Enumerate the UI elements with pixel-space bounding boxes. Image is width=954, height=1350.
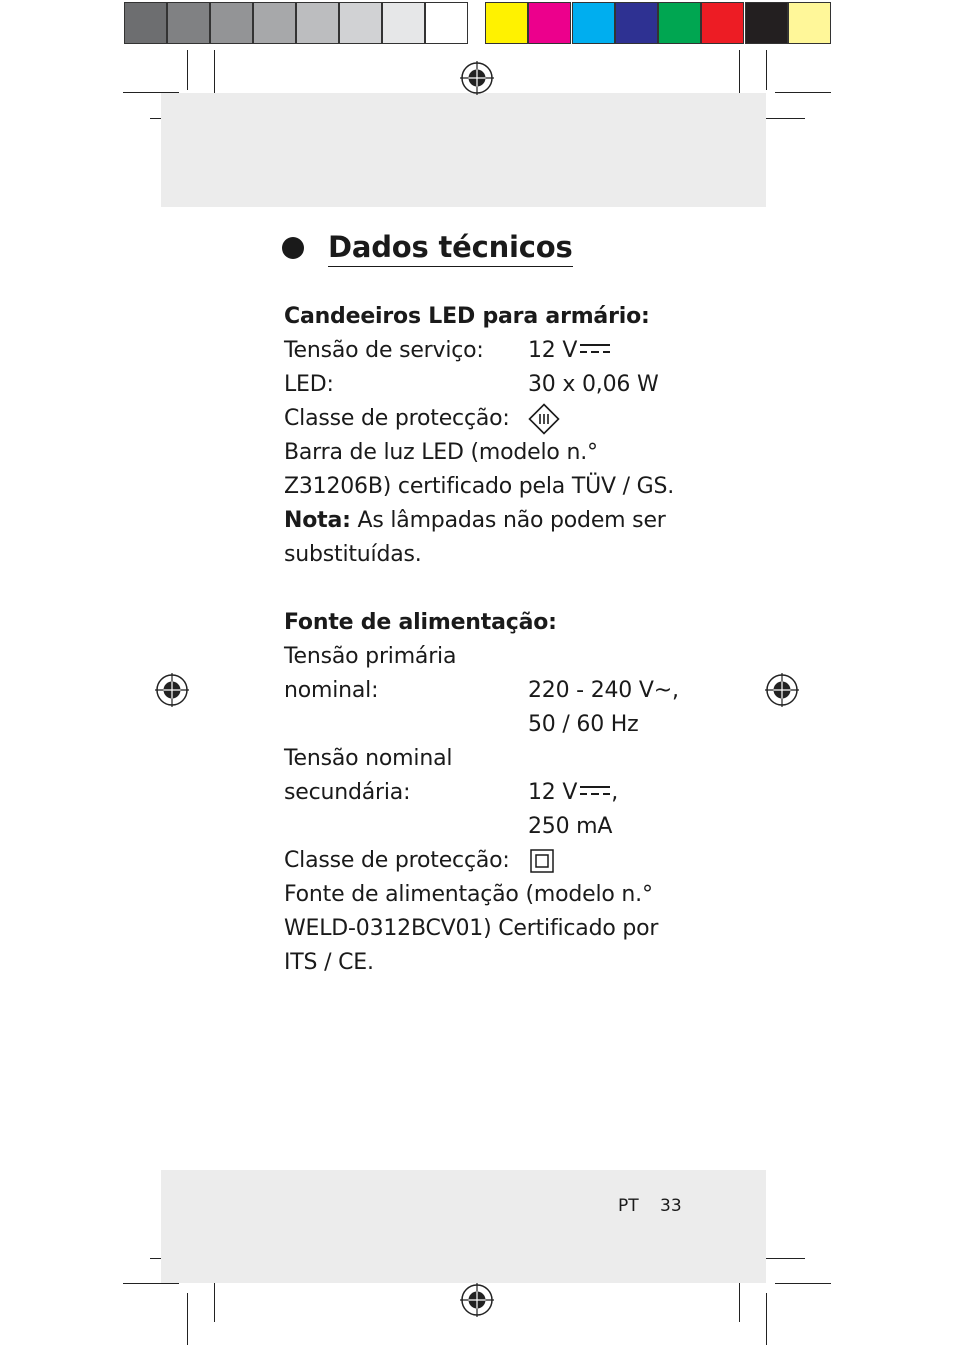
header-gray-band xyxy=(161,93,766,207)
page-title: Dados técnicos xyxy=(328,228,573,267)
primary-voltage-label-2: nominal: xyxy=(284,678,379,703)
color-swatch xyxy=(615,2,658,44)
led-value: 30 x 0,06 W xyxy=(528,372,659,397)
footer-language: PT xyxy=(618,1196,639,1216)
gray-swatch xyxy=(124,2,167,44)
section2-cert-line2: WELD-0312BCV01) Certificado por xyxy=(284,916,659,941)
gray-swatch xyxy=(425,2,468,44)
secondary-voltage-label-2: secundária: xyxy=(284,780,411,805)
gray-swatch xyxy=(296,2,339,44)
gray-swatch xyxy=(339,2,382,44)
registration-mark-left xyxy=(155,673,189,707)
section1-title: Candeeiros LED para armário: xyxy=(284,304,650,329)
color-swatch xyxy=(485,2,528,44)
color-swatch xyxy=(788,2,831,44)
section2-cert-line3: ITS / CE. xyxy=(284,950,374,975)
primary-voltage-value-2: 50 / 60 Hz xyxy=(528,712,639,737)
section1-cert-line1: Barra de luz LED (modelo n.° xyxy=(284,440,598,465)
primary-voltage-value-1: 220 - 240 V~, xyxy=(528,678,679,703)
registration-mark-top xyxy=(460,61,494,95)
section1-cert-line2: Z31206B) certificado pela TÜV / GS. xyxy=(284,474,675,499)
primary-voltage-label-1: Tensão primária xyxy=(284,644,457,669)
secondary-voltage-label-1: Tensão nominal xyxy=(284,746,453,771)
gray-swatch xyxy=(167,2,210,44)
protection-class-ii-icon xyxy=(530,849,554,873)
heading-bullet-icon xyxy=(282,237,304,259)
registration-mark-bottom xyxy=(460,1283,494,1317)
color-swatch xyxy=(572,2,615,44)
color-swatch xyxy=(745,2,788,44)
registration-mark-right xyxy=(765,673,799,707)
color-swatch xyxy=(701,2,744,44)
operating-voltage-label: Tensão de serviço: xyxy=(284,338,484,363)
protection-class-iii-icon xyxy=(528,403,560,435)
gray-swatch xyxy=(210,2,253,44)
secondary-current-value: 250 mA xyxy=(528,814,613,839)
psu-protection-class-label: Classe de protecção: xyxy=(284,848,510,873)
note-line2: substituídas. xyxy=(284,542,422,567)
note-label: Nota: xyxy=(284,508,351,533)
gray-swatch xyxy=(382,2,425,44)
secondary-voltage-value-1: 12 V , xyxy=(528,780,619,805)
led-label: LED: xyxy=(284,372,334,397)
dc-symbol-icon xyxy=(579,784,611,796)
color-swatch xyxy=(528,2,571,44)
protection-class-label: Classe de protecção: xyxy=(284,406,510,431)
note-line1: Nota: As lâmpadas não podem ser xyxy=(284,508,666,533)
operating-voltage-value: 12 V xyxy=(528,336,611,366)
color-swatch xyxy=(658,2,701,44)
dc-symbol-icon xyxy=(579,342,611,354)
gray-swatch xyxy=(253,2,296,44)
page-number: 33 xyxy=(660,1196,682,1216)
section2-cert-line1: Fonte de alimentação (modelo n.° xyxy=(284,882,653,907)
footer-gray-band xyxy=(161,1170,766,1283)
section2-title: Fonte de alimentação: xyxy=(284,610,557,635)
